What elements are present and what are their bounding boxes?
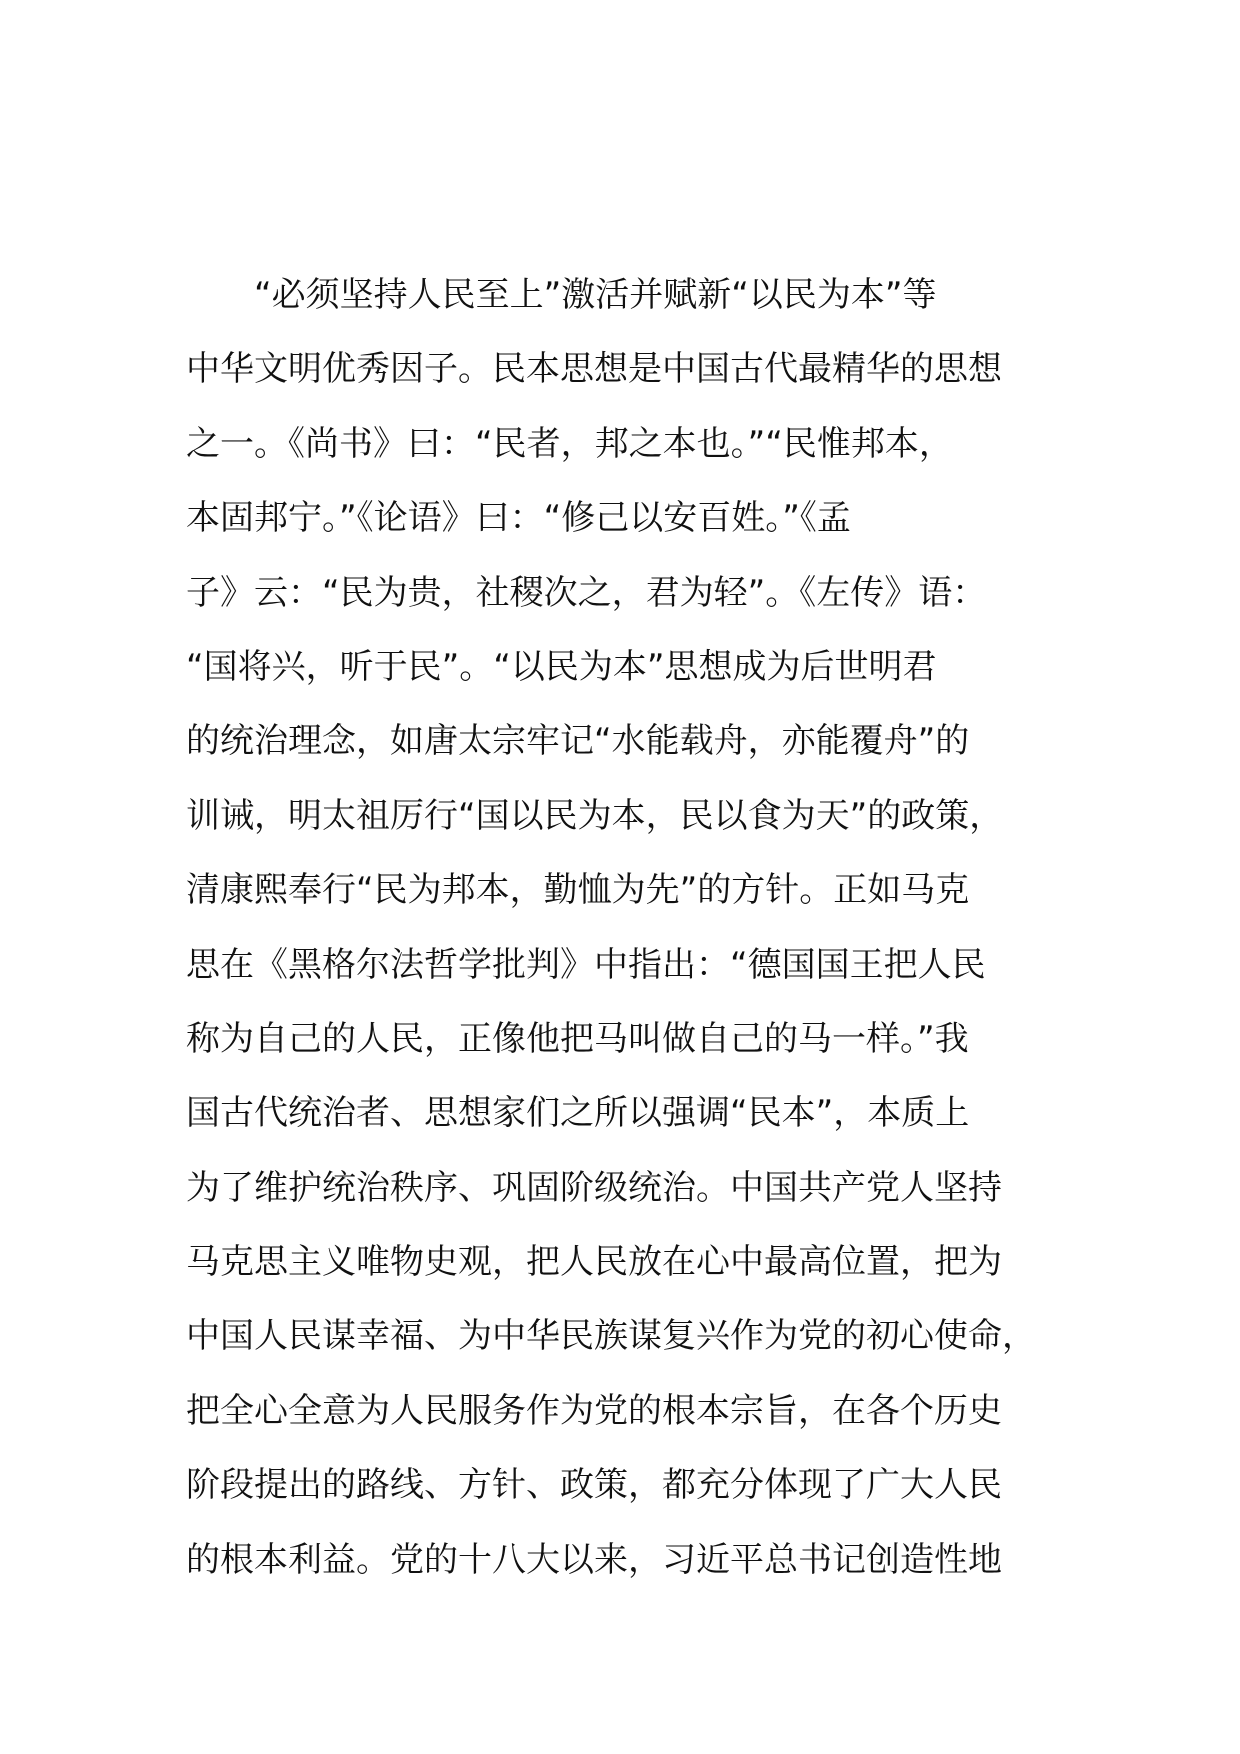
text-line: 的统治理念，如唐太宗牢记“水能载舟，亦能覆舟”的: [186, 721, 970, 762]
text-line: 之一。《尚书》曰：“民者，邦之本也。”“民惟邦本，: [186, 423, 953, 464]
text-line: 中华文明优秀因子。民本思想是中国古代最精华的思想: [186, 349, 1002, 390]
text-line: 称为自己的人民，正像他把马叫做自己的马一样。”我: [186, 1018, 969, 1059]
text-line: “国将兴，听于民”。“以民为本”思想成为后世明君: [186, 646, 937, 687]
text-line: 国古代统治者、思想家们之所以强调“民本”，本质上: [186, 1093, 970, 1134]
text-line: 把全心全意为人民服务作为党的根本宗旨，在各个历史: [186, 1390, 1002, 1431]
text-line: 为了维护统治秩序、巩固阶级统治。中国共产党人坚持: [186, 1167, 1002, 1208]
text-line: 训诫，明太祖厉行“国以民为本，民以食为天”的政策，: [186, 795, 1004, 836]
text-line: “必须坚持人民至上”激活并赋新“以民为本”等: [254, 275, 937, 315]
text-line: 思在《黑格尔法哲学批判》中指出：“德国国王把人民: [186, 944, 986, 985]
text-line: 的根本利益。党的十八大以来，习近平总书记创造性地: [186, 1539, 1002, 1580]
body-paragraph: [186, 258, 1066, 1597]
text-line: 清康熙奉行“民为邦本，勤恤为先”的方针。正如马克: [186, 870, 970, 911]
text-line: 阶段提出的路线、方针、政策，都充分体现了广大人民: [186, 1465, 1002, 1506]
text-line: 本固邦宁。”《论语》曰：“修己以安百姓。”《孟: [186, 498, 851, 539]
text-line: 马克思主义唯物史观，把人民放在心中最高位置，把为: [186, 1242, 1002, 1283]
text-line: 子》云：“民为贵，社稷次之，君为轻”。《左传》语：: [186, 572, 987, 613]
text-line: 中国人民谋幸福、为中华民族谋复兴作为党的初心使命，: [186, 1316, 1036, 1357]
